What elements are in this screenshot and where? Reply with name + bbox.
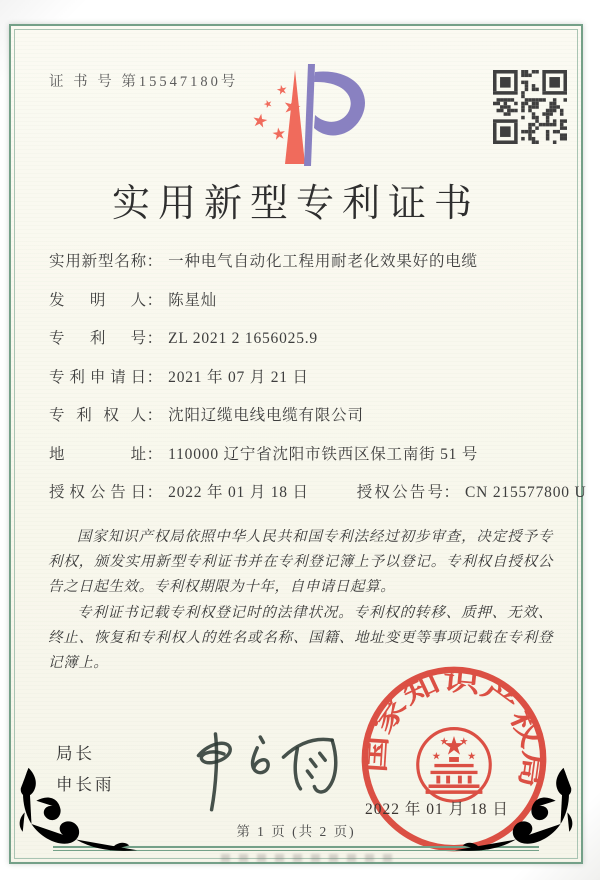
certificate-page bbox=[9, 24, 587, 864]
field-label: 授权公告号 bbox=[356, 484, 444, 501]
fields-section bbox=[49, 250, 587, 520]
field-colon: ： bbox=[146, 291, 163, 309]
field-row-inventor bbox=[49, 289, 555, 313]
field-colon: ： bbox=[146, 253, 163, 270]
field-colon: ： bbox=[146, 445, 163, 463]
signer-name: 申长雨 bbox=[56, 775, 115, 794]
field-label: 专利权人 bbox=[49, 407, 147, 424]
field-row-filing-date bbox=[49, 366, 555, 390]
field-label: 实用新型名称 bbox=[49, 253, 147, 270]
grant-date-pair bbox=[49, 481, 309, 505]
field-row-patent-number bbox=[49, 327, 555, 351]
seal-ring-text: 国家知识产权局 bbox=[360, 665, 549, 780]
field-value: 一种电气自动化工程用耐老化效果好的电缆 bbox=[168, 253, 478, 270]
field-colon: ： bbox=[146, 484, 163, 501]
signer-title: 局长 bbox=[56, 744, 95, 763]
floral-ornament-icon bbox=[15, 763, 141, 857]
cnipa-logo-icon bbox=[235, 64, 367, 168]
seal-date: 2022 年 01 月 18 日 bbox=[365, 801, 509, 818]
grant-number-pair bbox=[357, 481, 587, 505]
field-label: 专利申请日 bbox=[49, 368, 147, 386]
certificate-number: 证 书 号 第15547180号 bbox=[49, 74, 239, 90]
field-label: 发明人 bbox=[49, 291, 147, 309]
legal-paragraph-1: 国家知识产权局依照中华人民共和国专利法经过初步审查，决定授予专利权，颁发实用新型专利证书并在专利登记簿上予以登记。专利权自授权公告之日起生效。专利权期限为十年，自申请日起算。 bbox=[48, 529, 553, 596]
certificate-title: 实用新型专利证书 bbox=[111, 183, 480, 225]
field-label: 地址 bbox=[49, 445, 147, 463]
qr-code bbox=[493, 70, 567, 144]
field-row-grant bbox=[49, 481, 587, 505]
field-label: 专利号 bbox=[49, 330, 147, 347]
grant-date-value: 2022 年 01 月 18 日 bbox=[168, 484, 309, 501]
page-indicator: 第 1 页 (共 2 页) bbox=[236, 824, 356, 839]
legal-text bbox=[48, 525, 553, 676]
field-value: 陈星灿 bbox=[168, 291, 218, 309]
field-colon: ： bbox=[146, 407, 163, 424]
field-value: ZL 2021 2 1656025.9 bbox=[168, 330, 318, 347]
field-colon: ： bbox=[443, 484, 460, 501]
field-row-name bbox=[49, 250, 555, 274]
director-signature bbox=[183, 712, 353, 827]
legal-paragraph-2: 专利证书记载专利权登记时的法律状况。专利权的转移、质押、无效、终止、恢复和专利权人的姓名或名称、国籍、地址变更等事项记载在专利登记簿上。 bbox=[48, 604, 553, 672]
field-value: 沈阳辽缆电线电缆有限公司 bbox=[168, 407, 364, 424]
field-row-patentee bbox=[49, 404, 555, 428]
field-colon: ： bbox=[146, 368, 163, 386]
field-value: 2021 年 07 月 21 日 bbox=[168, 368, 309, 386]
page2-bleed-through bbox=[221, 854, 401, 862]
field-row-address bbox=[49, 443, 555, 467]
field-label: 授权公告日 bbox=[49, 484, 147, 501]
grant-number-value: CN 215577800 U bbox=[465, 484, 587, 501]
field-value: 110000 辽宁省沈阳市铁西区保工南街 51 号 bbox=[168, 445, 479, 463]
field-colon: ： bbox=[146, 330, 163, 347]
